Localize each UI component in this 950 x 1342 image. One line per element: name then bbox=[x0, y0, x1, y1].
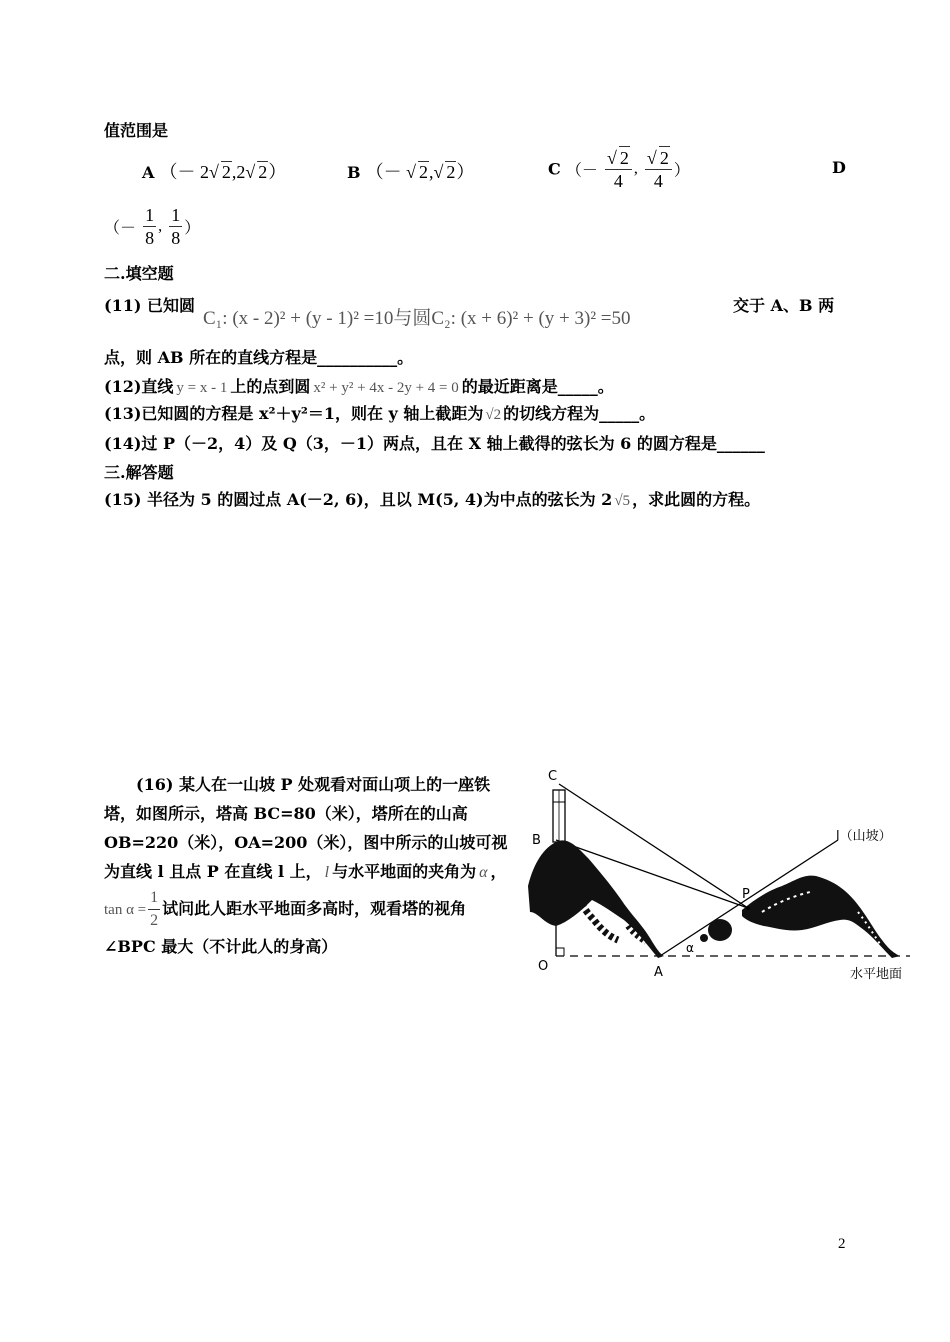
question-15-text: (15) 半径为 5 的圆过点 A(－2, 6)，且以 M(5, 4)为中点的弦长为 2 bbox=[104, 490, 613, 509]
option-a bbox=[142, 158, 286, 184]
option-c: C （－ $\frac{√ 2}{4}$ , $\frac{√ 2}{4}$ ） bbox=[548, 148, 690, 191]
question-13-value: √2 bbox=[485, 407, 502, 423]
question-16-text3: 试问此人距水平地面多高时，观看塔的视角∠BPC 最大（不计此人的身高） bbox=[104, 899, 467, 956]
left-mountain bbox=[528, 840, 664, 958]
question-13-text: (13)已知圆的方程是 x²＋y²＝1，则在 y 轴上截距为 bbox=[104, 404, 484, 423]
question-15 bbox=[104, 487, 760, 510]
option-c-label: C bbox=[548, 159, 561, 179]
question-16-l: l bbox=[324, 864, 330, 881]
question-11-suffix: 交于 A、B 两 bbox=[733, 296, 835, 315]
question-16-number: (16) bbox=[136, 775, 174, 794]
question-10-tail: 值范围是 bbox=[104, 121, 169, 140]
label-c: C bbox=[548, 769, 558, 784]
option-b-label: B bbox=[347, 163, 361, 182]
middle-rock bbox=[708, 919, 732, 941]
question-12-mid: 上的点到圆 bbox=[230, 377, 311, 396]
label-ground: 水平地面 bbox=[850, 967, 903, 982]
mountain-tower-figure bbox=[520, 762, 920, 992]
label-alpha: α bbox=[686, 941, 694, 955]
question-12-suffix: 的最近距离是_____。 bbox=[461, 377, 614, 396]
question-12-prefix: (12)直线 bbox=[104, 377, 174, 396]
tan-denominator: 2 bbox=[150, 912, 159, 929]
question-13-suffix: 的切线方程为_____。 bbox=[503, 404, 656, 423]
option-d-value: （－ $\frac{1}{8}$ , $\frac{1}{8}$ ） bbox=[104, 205, 201, 248]
section-answer: 三.解答题 bbox=[104, 463, 174, 482]
question-15-value: √5 bbox=[614, 493, 631, 509]
question-14: (14)过 P（－2，4）及 Q（3，－1）两点，且在 X 轴上截得的弦长为 6 的圆方程是______ bbox=[104, 434, 765, 453]
tan-numerator: 1 bbox=[148, 887, 160, 910]
option-d-label: D bbox=[832, 158, 846, 177]
question-16-alpha: α bbox=[479, 864, 488, 881]
page-number: 2 bbox=[838, 1236, 846, 1252]
option-b-value: （－ √ 2,√ 2） bbox=[365, 162, 475, 182]
question-12 bbox=[104, 374, 614, 397]
label-slope: l（山坡） bbox=[836, 829, 892, 844]
question-16-text2: 与水平地面的夹角为 bbox=[332, 862, 477, 881]
question-16-text1: 某人在一山坡 P 处观看对面山项上的一座铁塔，如图所示，塔高 BC=80（米），塔所在的山高 OB=220（米），OA=200（米），图中所示的山坡可视为直线 l 且点 P 在直线 l 上， bbox=[104, 775, 508, 881]
option-a-label: A bbox=[142, 163, 155, 182]
label-p: P bbox=[742, 887, 750, 902]
label-b: B bbox=[532, 833, 541, 848]
question-15-suffix: ，求此圆的方程。 bbox=[632, 490, 761, 509]
right-angle-mark bbox=[556, 948, 564, 956]
question-11-prefix: (11) 已知圆 bbox=[104, 296, 195, 315]
circle-equation: x² + y² + 4x - 2y + 4 = 0 bbox=[313, 380, 459, 396]
right-mountain bbox=[742, 876, 900, 958]
question-11-formula: C₁: (x - 2)² + (y - 1)² =10与圆C₂: (x + 6)² + (y + 3)² =50 bbox=[203, 308, 631, 329]
label-a: A bbox=[654, 965, 663, 980]
question-13 bbox=[104, 401, 655, 424]
option-b bbox=[347, 158, 474, 184]
label-o: O bbox=[538, 959, 549, 974]
option-a-value: （－ 2√ 2,2√ 2） bbox=[159, 162, 287, 182]
question-16-tan: tan α = bbox=[104, 902, 147, 918]
line-equation: y = x - 1 bbox=[176, 380, 228, 396]
section-fill-in: 二.填空题 bbox=[104, 264, 174, 283]
question-11-line2: 点，则 AB 所在的直线方程是__________。 bbox=[104, 348, 414, 367]
question-16: (16) 某人在一山坡 P 处观看对面山项上的一座铁塔，如图所示，塔高 BC=80（米），塔所在的山高 OB=220（米），OA=200（米），图中所示的山坡可视为直线 l 且点 P 在直线 l 上， l 与水平地面的夹角为 α ， tan α = $\frac{1}{2}$ 试问此人距水平地面多高时，观看塔的视角∠BPC 最大（不计此人的身高） bbox=[104, 775, 508, 956]
